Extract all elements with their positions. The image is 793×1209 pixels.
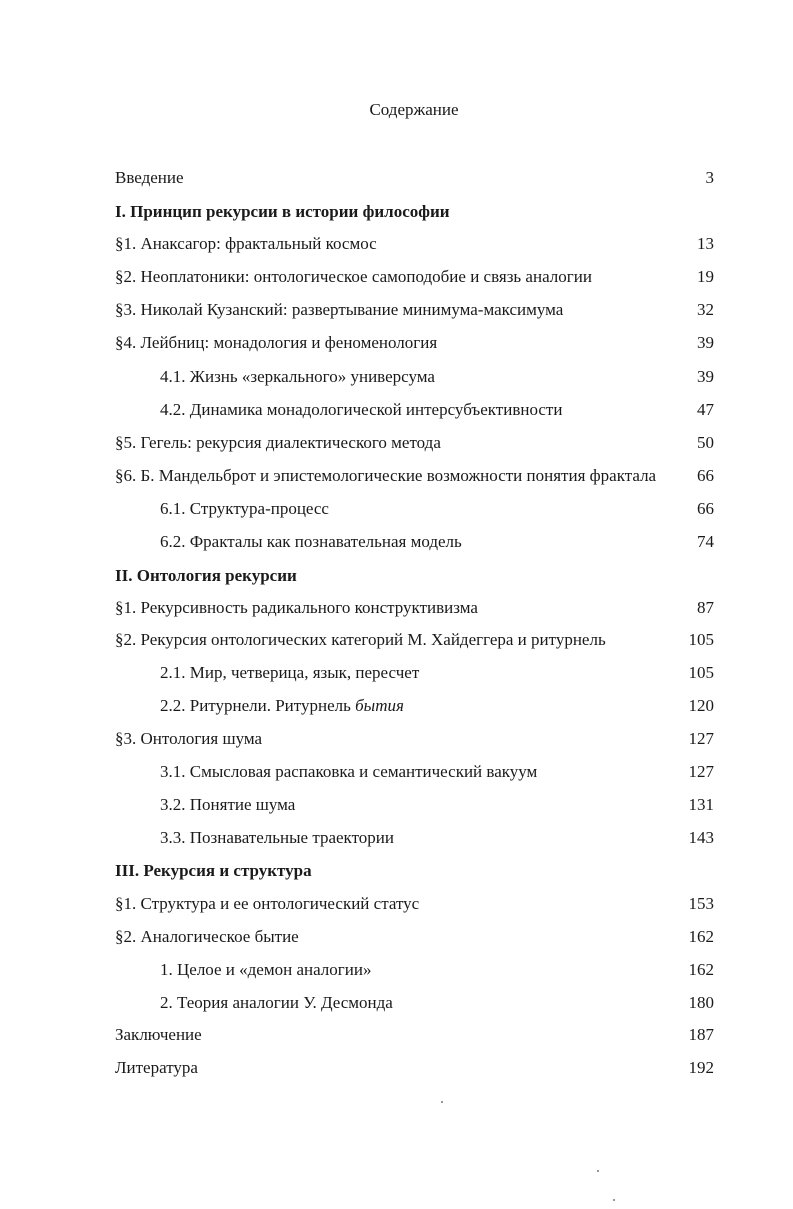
toc-page-number: 120	[688, 696, 714, 715]
toc-page-number: 39	[697, 333, 714, 352]
toc-entry-part1-s4[interactable]	[115, 331, 714, 355]
toc-entry-part2-s2[interactable]	[115, 628, 714, 652]
toc-entry-literature[interactable]	[115, 1056, 714, 1080]
toc-label: 4.1. Жизнь «зеркального» универсума	[160, 367, 435, 386]
toc-entry-intro[interactable]	[115, 166, 714, 190]
toc-label: 3.1. Смысловая распаковка и семантический вакуум	[160, 762, 538, 781]
toc-page-number: 162	[688, 960, 714, 979]
toc-label: 6.1. Структура-процесс	[160, 499, 329, 518]
page-title: Содержание	[369, 100, 459, 119]
toc-entry-part1-s1[interactable]	[115, 232, 714, 256]
toc-page-number: 153	[688, 894, 714, 913]
toc-label: 1. Целое и «демон аналогии»	[160, 960, 372, 979]
toc-page-number: 19	[697, 267, 714, 286]
toc-label: §5. Гегель: рекурсия диалектического метода	[115, 433, 441, 452]
toc-entry-part3-s2[interactable]	[115, 925, 714, 949]
toc-entry-part3-s1[interactable]	[115, 892, 714, 916]
toc-label-italic: бытия	[355, 696, 404, 715]
toc-label: §3. Николай Кузанский: развертывание минимума-максимума	[115, 300, 564, 319]
toc-entry-part2-s3-1[interactable]	[160, 760, 714, 784]
toc-entry-part3-s2-2[interactable]	[160, 991, 714, 1015]
toc-page-number: 105	[688, 663, 714, 682]
part-2-heading: II. Онтология рекурсии	[115, 566, 297, 585]
toc-entry-part2-s2-1[interactable]	[160, 661, 714, 685]
scan-speck	[597, 1170, 599, 1172]
toc-label: §2. Аналогическое бытие	[115, 927, 299, 946]
toc-page-number: 187	[688, 1025, 714, 1044]
toc-entry-part1-s6-1[interactable]	[160, 497, 714, 521]
toc-entry-part1-s5[interactable]	[115, 431, 714, 455]
toc-label: §2. Неоплатоники: онтологическое самоподобие и связь аналогии	[115, 267, 592, 286]
toc-page-number: 66	[697, 499, 714, 518]
toc-entry-conclusion[interactable]	[115, 1023, 714, 1047]
toc-label: 6.2. Фракталы как познавательная модель	[160, 532, 462, 551]
toc-label-plain: 2.2. Ритурнели. Ритурнель	[160, 696, 356, 715]
toc-entry-part2-s1[interactable]	[115, 596, 714, 620]
toc-entry-part1-s3[interactable]	[115, 298, 714, 322]
toc-entry-part2-s3-3[interactable]	[160, 826, 714, 850]
toc-page-number: 13	[697, 234, 714, 253]
toc-label: §1. Анаксагор: фрактальный космос	[115, 234, 377, 253]
scan-speck	[441, 1101, 443, 1103]
toc-page-number: 50	[697, 433, 714, 452]
toc-label: §4. Лейбниц: монадология и феноменология	[115, 333, 438, 352]
toc-label: 2.1. Мир, четверица, язык, пересчет	[160, 663, 420, 682]
toc-label: §3. Онтология шума	[115, 729, 263, 748]
toc-entry-part2-s3[interactable]	[115, 727, 714, 751]
toc-page-number: 39	[697, 367, 714, 386]
toc-entry-part2-s3-2[interactable]	[160, 793, 714, 817]
toc-page-number: 47	[697, 400, 714, 419]
toc-label: Введение	[115, 168, 184, 187]
toc-page-number: 127	[688, 729, 714, 748]
toc-label: §6. Б. Мандельброт и эпистемологические возможности понятия фрактала	[115, 466, 657, 485]
toc-page-number: 162	[688, 927, 714, 946]
toc-page-number: 32	[697, 300, 714, 319]
toc-label: §2. Рекурсия онтологических категорий М. Хайдеггера и ритурнель	[115, 630, 606, 649]
toc-page-number: 74	[697, 532, 714, 551]
toc-label: Заключение	[115, 1025, 202, 1044]
toc-entry-part1-s4-1[interactable]	[160, 365, 714, 389]
toc-page-number: 3	[705, 168, 714, 187]
toc-label: §1. Рекурсивность радикального конструктивизма	[115, 598, 478, 617]
toc-label: 2. Теория аналогии У. Десмонда	[160, 993, 393, 1012]
toc-label: 3.3. Познавательные траектории	[160, 828, 394, 847]
toc-entry-part2-s2-2[interactable]	[160, 694, 714, 718]
toc-entry-part1-s6[interactable]	[115, 464, 714, 488]
toc-label: 4.2. Динамика монадологической интерсубъективности	[160, 400, 563, 419]
toc-entry-part3-s2-1[interactable]	[160, 958, 714, 982]
toc-label: §1. Структура и ее онтологический статус	[115, 894, 420, 913]
scan-speck	[613, 1199, 615, 1201]
toc-label: 3.2. Понятие шума	[160, 795, 296, 814]
toc-page-number: 192	[688, 1058, 714, 1077]
toc-page-number: 131	[688, 795, 714, 814]
toc-page-number: 87	[697, 598, 714, 617]
toc-page-number: 66	[697, 466, 714, 485]
toc-page-number: 127	[688, 762, 714, 781]
toc-label: Литература	[115, 1058, 198, 1077]
toc-page-number: 180	[688, 993, 714, 1012]
part-1-heading: I. Принцип рекурсии в истории философии	[115, 202, 450, 221]
part-3-heading: III. Рекурсия и структура	[115, 861, 312, 880]
toc-page-number: 143	[688, 828, 714, 847]
toc-page-number: 105	[688, 630, 714, 649]
toc-entry-part1-s6-2[interactable]	[160, 530, 714, 554]
toc-entry-part1-s4-2[interactable]	[160, 398, 714, 422]
toc-label	[160, 694, 404, 718]
toc-entry-part1-s2[interactable]	[115, 265, 714, 289]
